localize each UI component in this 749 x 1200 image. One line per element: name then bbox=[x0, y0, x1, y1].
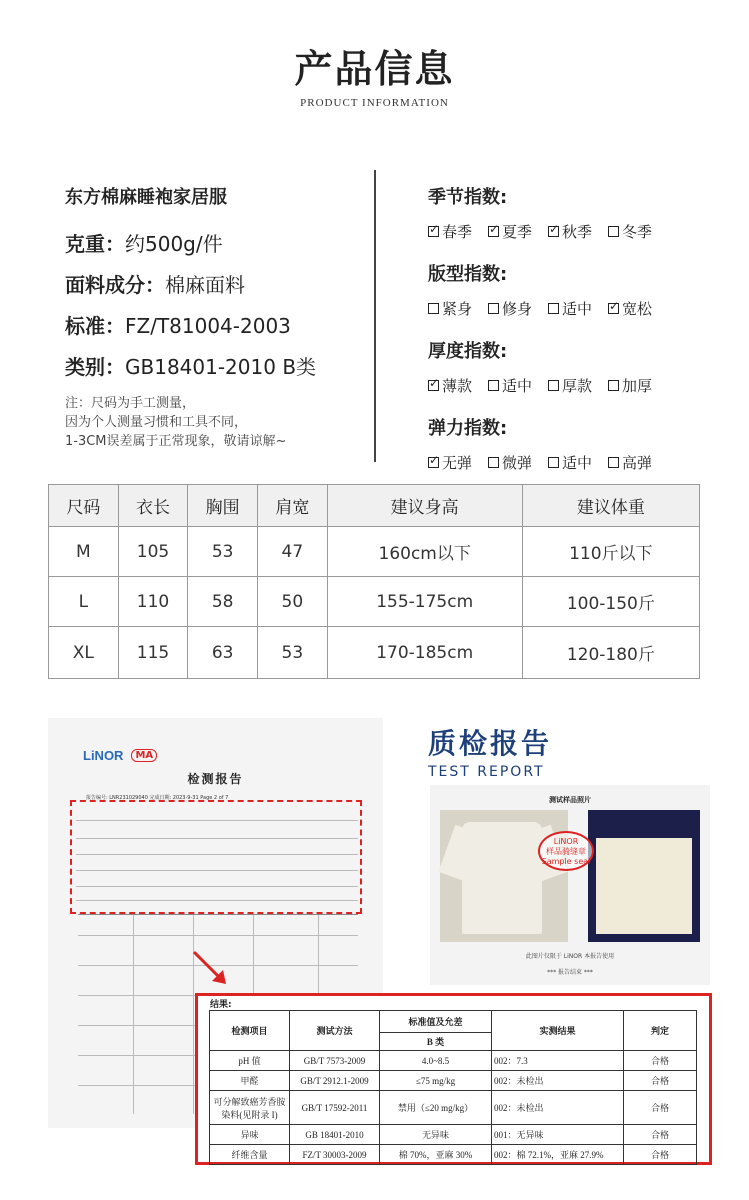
checkbox-icon bbox=[608, 226, 619, 237]
index-option bbox=[608, 221, 652, 242]
option-label: 夏季 bbox=[502, 223, 533, 241]
sample-photo-card bbox=[430, 785, 710, 985]
table-cell: 002：棉 72.1%，亚麻 27.9% bbox=[492, 1145, 624, 1165]
index-option bbox=[548, 221, 592, 242]
index-option bbox=[488, 452, 532, 473]
qc-title bbox=[428, 722, 552, 780]
note-line: 注：尺码为手工测量， bbox=[65, 396, 196, 411]
table-cell: 无异味 bbox=[380, 1125, 492, 1145]
table-cell: 纤维含量 bbox=[210, 1145, 290, 1165]
table-cell: 110斤以下 bbox=[522, 527, 699, 577]
standard-label: 标准： bbox=[65, 314, 125, 338]
table-cell: pH 值 bbox=[210, 1051, 290, 1071]
table-cell: ≤75 mg/kg bbox=[380, 1071, 492, 1091]
index-option bbox=[428, 452, 472, 473]
table-row bbox=[210, 1051, 697, 1071]
table-cell: 58 bbox=[188, 577, 258, 627]
table-row bbox=[210, 1071, 697, 1091]
header-cell: 测试方法 bbox=[290, 1011, 380, 1051]
checkbox-icon bbox=[608, 303, 619, 314]
table-cell: 100-150斤 bbox=[522, 577, 699, 627]
checkbox-icon bbox=[428, 226, 439, 237]
checkbox-icon bbox=[548, 226, 559, 237]
header-cell: 实测结果 bbox=[492, 1011, 624, 1051]
report-logo bbox=[83, 748, 157, 763]
header-cell: 尺码 bbox=[49, 485, 119, 527]
index-group-thickness bbox=[428, 337, 728, 396]
qc-title-en: TEST REPORT bbox=[428, 764, 545, 780]
option-label: 加厚 bbox=[622, 377, 653, 395]
header-cell: 检测项目 bbox=[210, 1011, 290, 1051]
linor-logo: LiNOR bbox=[83, 748, 124, 763]
table-cell: GB/T 2912.1-2009 bbox=[290, 1071, 380, 1091]
product-info bbox=[65, 183, 365, 451]
seal-text: 样品骑缝章 bbox=[546, 847, 586, 856]
weight-row bbox=[65, 228, 365, 257]
robe-body bbox=[462, 822, 542, 934]
index-option bbox=[488, 298, 532, 319]
header-cell: 建议体重 bbox=[522, 485, 699, 527]
table-cell: 110 bbox=[118, 577, 188, 627]
option-label: 薄款 bbox=[442, 377, 473, 395]
index-option bbox=[608, 375, 652, 396]
doc-line bbox=[76, 838, 358, 839]
table-cell: 105 bbox=[118, 527, 188, 577]
doc-line bbox=[193, 915, 194, 1114]
index-option bbox=[608, 452, 652, 473]
index-options bbox=[428, 298, 728, 319]
checkbox-icon bbox=[548, 303, 559, 314]
table-cell: 63 bbox=[188, 627, 258, 679]
index-title: 弹力指数: bbox=[428, 418, 508, 439]
fabric-row bbox=[65, 269, 365, 298]
table-row bbox=[49, 527, 700, 577]
table-cell: M bbox=[49, 527, 119, 577]
standard-row bbox=[65, 310, 365, 339]
index-option bbox=[428, 298, 472, 319]
checkbox-icon bbox=[548, 380, 559, 391]
table-cell: 002：7.3 bbox=[492, 1051, 624, 1071]
result-header-row bbox=[210, 1011, 697, 1033]
index-title: 版型指数: bbox=[428, 264, 508, 285]
option-label: 冬季 bbox=[622, 223, 653, 241]
table-cell: 可分解致癌芳香胺染料(见附录 I) bbox=[210, 1091, 290, 1125]
table-cell: FZ/T 30003-2009 bbox=[290, 1145, 380, 1165]
checkbox-icon bbox=[608, 380, 619, 391]
header-cell: 标准值及允差 bbox=[380, 1011, 492, 1033]
table-row bbox=[49, 577, 700, 627]
doc-line bbox=[76, 854, 358, 855]
table-cell: 禁用（≤20 mg/kg） bbox=[380, 1091, 492, 1125]
table-cell: 4.0~8.5 bbox=[380, 1051, 492, 1071]
product-name: 东方棉麻睡袍家居服 bbox=[65, 187, 227, 208]
red-arrow-icon bbox=[190, 948, 230, 988]
fabric-value: 棉麻面料 bbox=[165, 273, 245, 297]
option-label: 宽松 bbox=[622, 300, 653, 318]
table-row bbox=[210, 1125, 697, 1145]
table-cell: 53 bbox=[258, 627, 328, 679]
doc-line bbox=[76, 900, 358, 901]
index-option bbox=[548, 298, 592, 319]
option-label: 春季 bbox=[442, 223, 473, 241]
highlight-dashed-box bbox=[70, 800, 362, 914]
checkbox-icon bbox=[608, 457, 619, 468]
table-cell: XL bbox=[49, 627, 119, 679]
option-label: 紧身 bbox=[442, 300, 473, 318]
index-option bbox=[608, 298, 652, 319]
checkbox-icon bbox=[548, 457, 559, 468]
index-option bbox=[548, 452, 592, 473]
note-line: 因为个人测量习惯和工具不同， bbox=[65, 415, 248, 430]
measurement-note bbox=[65, 394, 365, 451]
fabric-label: 面料成分： bbox=[65, 273, 165, 297]
qc-title-cn: 质检报告 bbox=[428, 727, 553, 760]
table-cell: 001：无异味 bbox=[492, 1125, 624, 1145]
option-label: 厚款 bbox=[562, 377, 593, 395]
header-cell: 肩宽 bbox=[258, 485, 328, 527]
checkbox-icon bbox=[428, 380, 439, 391]
robe-photo bbox=[440, 810, 568, 942]
result-table bbox=[209, 1010, 697, 1165]
checkbox-icon bbox=[488, 226, 499, 237]
sample-seal bbox=[538, 831, 594, 871]
seal-text: LiNOR bbox=[553, 837, 579, 846]
index-options bbox=[428, 221, 728, 242]
report-doc-meta: 报告编号: LNR23102904​0 完成日期: 2023-9-31 Page 2 of 7 bbox=[86, 795, 229, 801]
checkbox-icon bbox=[488, 380, 499, 391]
doc-line bbox=[76, 820, 358, 821]
table-cell: 170-185cm bbox=[327, 627, 522, 679]
result-label: 结果: bbox=[210, 1000, 232, 1010]
table-cell: 50 bbox=[258, 577, 328, 627]
weight-label: 克重： bbox=[65, 232, 125, 256]
table-cell: 47 bbox=[258, 527, 328, 577]
photo-caption: 测试样品照片 bbox=[549, 796, 591, 804]
index-group-season bbox=[428, 183, 728, 242]
table-cell: 合格 bbox=[624, 1125, 697, 1145]
option-label: 微弹 bbox=[502, 454, 533, 472]
table-cell: 合格 bbox=[624, 1071, 697, 1091]
folded-fabric-photo bbox=[588, 810, 700, 942]
note-line: 1-3CM误差属于正常现象，敬请谅解~ bbox=[65, 434, 287, 449]
doc-line bbox=[76, 886, 358, 887]
table-cell: 115 bbox=[118, 627, 188, 679]
size-table bbox=[48, 484, 700, 679]
index-option bbox=[428, 375, 472, 396]
header-cell: 衣长 bbox=[118, 485, 188, 527]
table-cell: 002：未检出 bbox=[492, 1091, 624, 1125]
index-title: 厚度指数: bbox=[428, 341, 508, 362]
index-group-elasticity bbox=[428, 414, 728, 473]
table-cell: 合格 bbox=[624, 1051, 697, 1071]
index-options bbox=[428, 452, 728, 473]
result-highlight-box bbox=[195, 993, 712, 1165]
photo-footer: 此图片仅限于 LiNOR 本报告使用 bbox=[525, 953, 615, 960]
doc-line bbox=[133, 915, 134, 1114]
index-option bbox=[488, 221, 532, 242]
header-cell: 胸围 bbox=[188, 485, 258, 527]
header-cell: B 类 bbox=[380, 1033, 492, 1051]
table-row bbox=[210, 1091, 697, 1125]
seal-text: Sample seal bbox=[541, 857, 591, 866]
category-value: GB18401-2010 B类 bbox=[125, 355, 317, 379]
size-table-header bbox=[49, 485, 700, 527]
table-cell: GB/T 17592-2011 bbox=[290, 1091, 380, 1125]
header-cell: 建议身高 bbox=[327, 485, 522, 527]
index-options bbox=[428, 375, 728, 396]
weight-value: 约500g/件 bbox=[125, 232, 223, 256]
report-end: *** 报告结束 *** bbox=[547, 969, 593, 976]
table-cell: 002：未检出 bbox=[492, 1071, 624, 1091]
index-title: 季节指数: bbox=[428, 187, 508, 208]
option-label: 无弹 bbox=[442, 454, 473, 472]
option-label: 修身 bbox=[502, 300, 533, 318]
page-header bbox=[0, 38, 749, 109]
checkbox-icon bbox=[488, 457, 499, 468]
index-option bbox=[428, 221, 472, 242]
table-row bbox=[49, 627, 700, 679]
page-subtitle: PRODUCT INFORMATION bbox=[300, 97, 449, 109]
checkbox-icon bbox=[428, 303, 439, 314]
ma-logo: MA bbox=[131, 749, 157, 762]
page-title: 产品信息 bbox=[294, 47, 455, 91]
table-cell: 53 bbox=[188, 527, 258, 577]
indices-panel bbox=[428, 183, 728, 491]
table-cell: 甲醛 bbox=[210, 1071, 290, 1091]
header-cell: 判定 bbox=[624, 1011, 697, 1051]
table-cell: 160cm以下 bbox=[327, 527, 522, 577]
option-label: 适中 bbox=[562, 454, 593, 472]
option-label: 高弹 bbox=[622, 454, 653, 472]
table-cell: 合格 bbox=[624, 1145, 697, 1165]
table-cell: 异味 bbox=[210, 1125, 290, 1145]
table-cell: 合格 bbox=[624, 1091, 697, 1125]
category-row bbox=[65, 351, 365, 380]
category-label: 类别： bbox=[65, 355, 125, 379]
table-cell: L bbox=[49, 577, 119, 627]
table-cell: GB/T 7573-2009 bbox=[290, 1051, 380, 1071]
standard-value: FZ/T81004-2003 bbox=[125, 314, 291, 338]
table-cell: 棉 70%，亚麻 30% bbox=[380, 1145, 492, 1165]
checkbox-icon bbox=[428, 457, 439, 468]
table-cell: 120-180斤 bbox=[522, 627, 699, 679]
table-cell: 155-175cm bbox=[327, 577, 522, 627]
doc-line bbox=[76, 870, 358, 871]
index-option bbox=[488, 375, 532, 396]
option-label: 秋季 bbox=[562, 223, 593, 241]
table-cell: GB 18401-2010 bbox=[290, 1125, 380, 1145]
doc-line bbox=[78, 935, 358, 936]
checkbox-icon bbox=[488, 303, 499, 314]
folded-fabric bbox=[596, 838, 692, 934]
option-label: 适中 bbox=[562, 300, 593, 318]
report-doc-title: 检测报告 bbox=[187, 772, 244, 786]
table-row bbox=[210, 1145, 697, 1165]
index-option bbox=[548, 375, 592, 396]
option-label: 适中 bbox=[502, 377, 533, 395]
index-group-fit bbox=[428, 260, 728, 319]
vertical-divider bbox=[374, 170, 376, 462]
